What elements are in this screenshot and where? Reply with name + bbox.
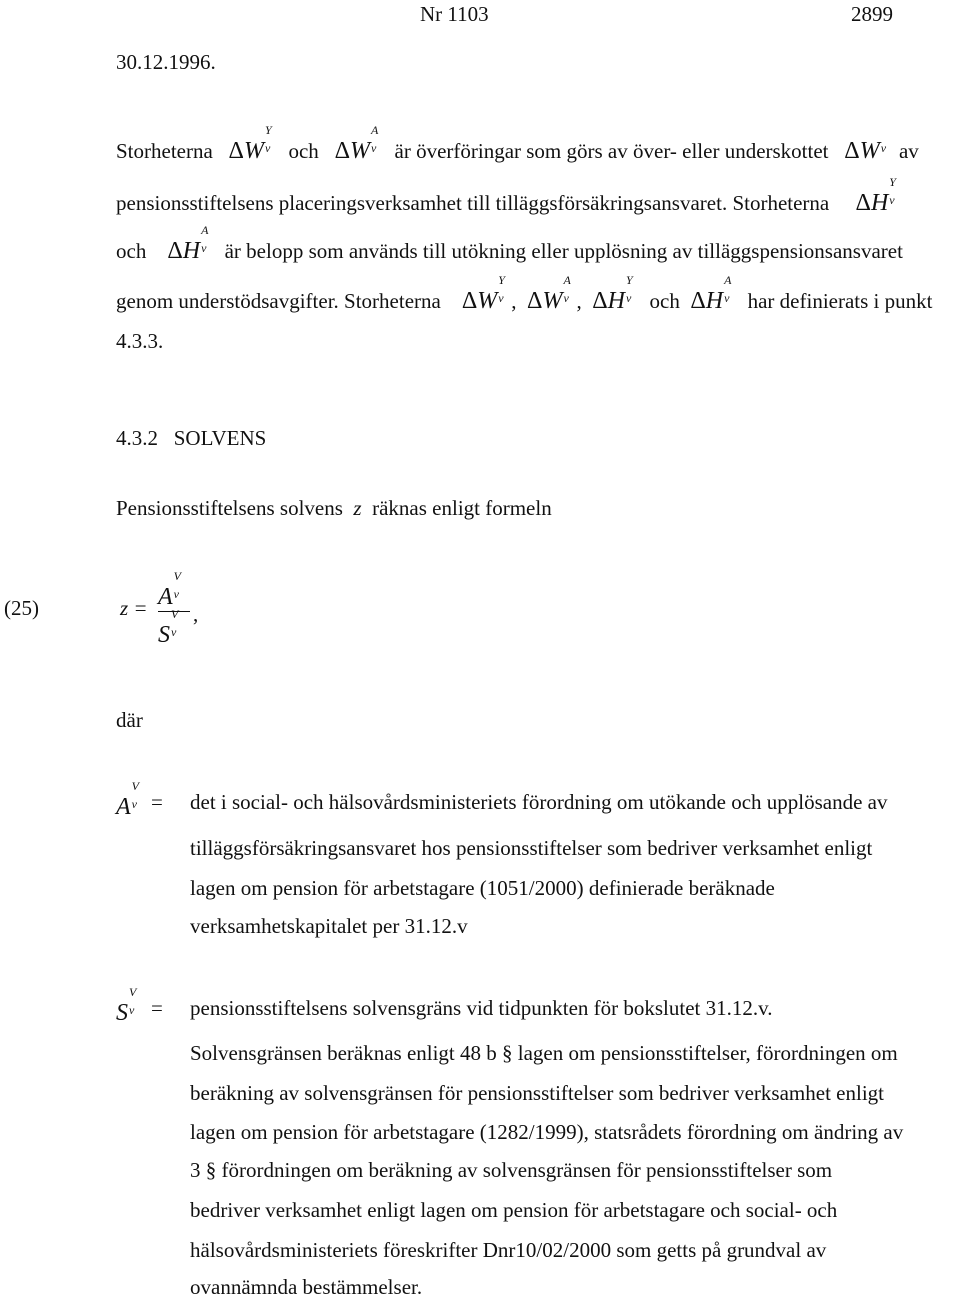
- def-a-line: verksamhetskapitalet per 31.12.v: [190, 914, 468, 938]
- formula-comma: ,: [193, 602, 199, 626]
- delta-w-a-symbol: ΔW A v: [527, 273, 571, 314]
- def-s-symbol: S V v: [116, 985, 137, 1026]
- text: har definierats i punkt: [747, 289, 933, 313]
- text: är belopp som används till utökning eller upplösning av tilläggspensionsansvaret: [224, 239, 903, 263]
- text: och: [116, 239, 147, 263]
- formula-fraction: [158, 569, 198, 650]
- section-number: 4.3.2: [116, 426, 158, 450]
- delta-h-y-symbol: ΔH Y v: [855, 175, 896, 216]
- delta-h-y-symbol: ΔH Y v: [592, 273, 633, 314]
- def-a-line: tilläggsförsäkringsansvaret hos pensionsstiftelser som bedriver verksamhet enligt: [190, 836, 873, 860]
- formula-lhs: z =: [120, 596, 148, 620]
- def-s-line: Solvensgränsen beräknas enligt 48 b § lagen om pensionsstiftelser, förordningen om: [190, 1041, 898, 1065]
- numerator: A V v: [158, 569, 182, 610]
- text: är överföringar som görs av över- eller underskottet: [394, 139, 829, 163]
- delta-w-y-symbol: ΔW Y v: [228, 123, 272, 164]
- issue-number: Nr 1103: [420, 2, 489, 26]
- variable-z: z: [353, 496, 362, 520]
- document-date: 30.12.1996.: [116, 50, 216, 74]
- text: genom understödsavgifter. Storheterna: [116, 289, 441, 313]
- separator: ,: [576, 289, 582, 313]
- para1-line3: [116, 223, 903, 264]
- where-label: där: [116, 708, 143, 732]
- text: räknas enligt formeln: [372, 496, 552, 520]
- def-s-line: 3 § förordningen om beräkning av solvensgränsen för pensionsstiftelser som: [190, 1158, 833, 1182]
- text: Pensionsstiftelsens solvens: [116, 496, 343, 520]
- def-s-line: beräkning av solvensgränsen för pensionsstiftelser som bedriver verksamhet enligt: [190, 1081, 884, 1105]
- delta-h-a-symbol: ΔH A v: [690, 273, 732, 314]
- def-a-equals: =: [151, 790, 163, 814]
- text: av: [898, 139, 919, 163]
- delta-h-a-symbol: ΔH A v: [167, 223, 209, 264]
- separator: ,: [511, 289, 517, 313]
- def-a-line: det i social- och hälsovårdsministeriets förordning om utökande och upplösande av: [190, 790, 888, 814]
- text: Storheterna: [116, 139, 213, 163]
- section-heading: [116, 428, 266, 449]
- formula-intro: [116, 498, 552, 519]
- delta-w-y-symbol: ΔW Y v: [461, 273, 505, 314]
- para1-line2: [116, 175, 902, 216]
- text: och: [649, 289, 680, 313]
- def-s-line: pensionsstiftelsens solvensgräns vid tidpunkten för bokslutet 31.12.v.: [190, 996, 773, 1020]
- section-title: SOLVENS: [173, 426, 267, 450]
- def-s-line: bedriver verksamhet enligt lagen om pension för arbetstagare och social- och: [190, 1198, 838, 1222]
- para1-line1: [116, 123, 919, 164]
- text: pensionsstiftelsens placeringsverksamhet till tilläggsförsäkringsansvaret. Storheterna: [116, 191, 830, 215]
- def-s-line: lagen om pension för arbetstagare (1282/1999), statsrådets förordning om ändring av: [190, 1120, 904, 1144]
- denominator: S V v: [158, 607, 179, 648]
- formula-label: (25): [4, 596, 39, 620]
- page-number: 2899: [851, 2, 893, 26]
- def-s-equals: =: [151, 996, 163, 1020]
- delta-w-a-symbol: ΔW A v: [334, 123, 379, 164]
- def-s-line: ovannämnda bestämmelser.: [190, 1275, 423, 1299]
- text: och: [288, 139, 319, 163]
- delta-w-symbol: ΔW v: [844, 138, 887, 164]
- def-a-symbol: A V v: [116, 779, 140, 820]
- para1-line5: 4.3.3.: [116, 329, 164, 353]
- para1-line4: [116, 273, 933, 314]
- def-s-line: hälsovårdsministeriets föreskrifter Dnr10/02/2000 som getts på grundval av: [190, 1238, 827, 1262]
- def-a-line: lagen om pension för arbetstagare (1051/2000) definierade beräknade: [190, 876, 775, 900]
